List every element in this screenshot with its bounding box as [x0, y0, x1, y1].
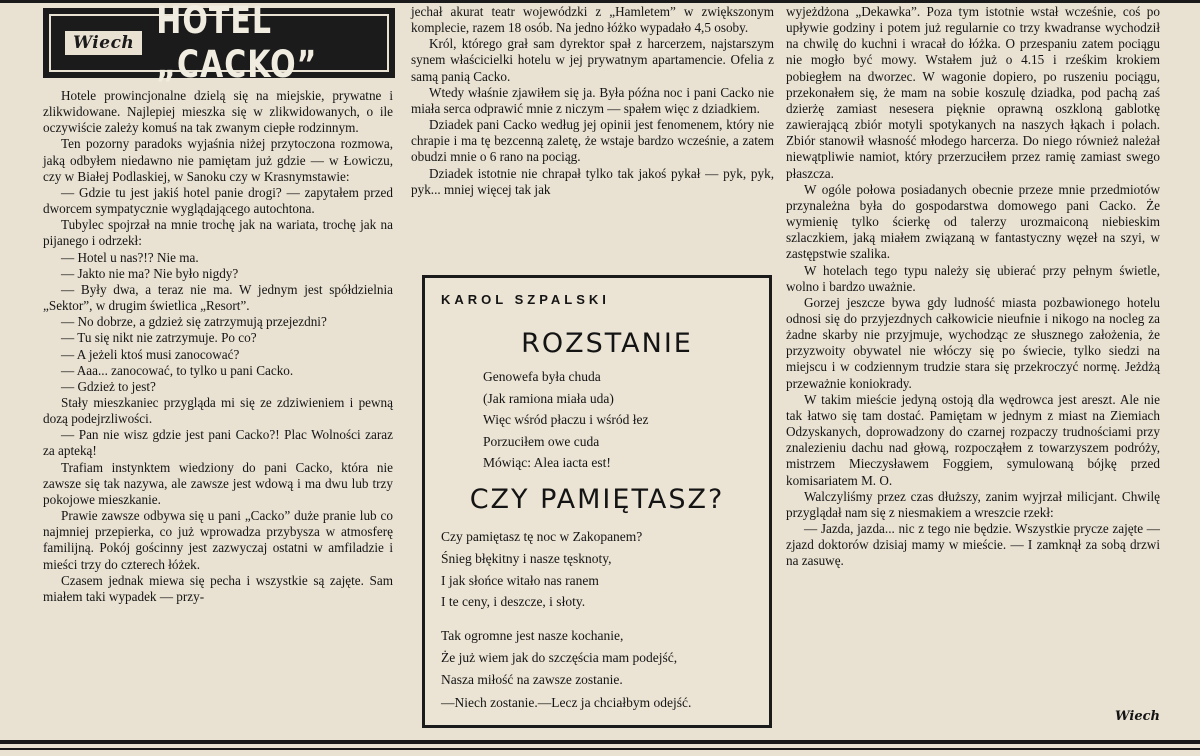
poem-author: KAROL SZPALSKI: [441, 292, 610, 307]
paragraph: Ten pozorny paradoks wyjaśnia niżej przytoczona rozmowa, jaką odbyłem niedawno nie pamiętam już gdzie — w Łowiczu, czy w Białej Podlaskiej, w Sanoku czy w Krasnymstawie:: [43, 136, 393, 184]
paragraph: — Aaa... zanocować, to tylko u pani Cacko.: [61, 362, 294, 378]
poem-line: Że już wiem jak do szczęścia mam podejść,: [441, 650, 678, 666]
poem-line: (Jak ramiona miała uda): [483, 390, 614, 406]
poem-stanza: [441, 526, 642, 613]
poem-box: [422, 275, 772, 728]
poem-line: Śnieg błękitny i nasze tęsknoty,: [441, 550, 612, 566]
paragraph: — Jazda, jazda... nic z tego nie będzie. Wszystkie prycze zajęte — zjazd doktorów dzisiaj mamy w mieście. — I zamknął za sobą drzwi na zasuwę.: [786, 521, 1160, 569]
poem-title-rozstanie: ROZSTANIE: [521, 328, 693, 359]
poem-line: Tak ogromne jest nasze kochanie,: [441, 628, 624, 643]
poem-line: —Niech zostanie.—Lecz ja chciałbym odejść.: [441, 694, 692, 710]
paragraph: Hotele prowincjonalne dzielą się na miejskie, prywatne i zlikwidowane. Najlepiej mieszka się w zlikwidowanych, o ile oczywiście zależy komuś na tak zwanym ciepłe rodzinnym.: [43, 88, 393, 136]
paragraph: Gorzej jeszcze bywa gdy ludność miasta pozbawionego hotelu odnosi się do przyjezdnych całkowicie nieufnie i nikogo na nocleg za żadne skarby nie przyjmuje, wychodząc ze słusznego założenia, że przyzwoity obywatel nie włóczy się po świecie, tylko siedzi na miejscu i w codziennym trudzie stara się przekroczyć normę. Jeżdżą przeważnie koniokrady.: [786, 294, 1160, 391]
paragraph: — Jakto nie ma? Nie było nigdy?: [61, 265, 239, 281]
paragraph: — Gdzież to jest?: [61, 378, 156, 394]
poem-line: Genowefa była chuda: [483, 369, 601, 384]
paragraph: — Gdzie tu jest jakiś hotel panie drogi? — zapytałem przed dworcem sympatycznie wyglądającego autochtona.: [43, 184, 393, 217]
column-1: [43, 88, 393, 605]
poem-stanza: [441, 625, 691, 714]
poem-line: Nasza miłość na zawsze zostanie.: [441, 672, 623, 688]
paragraph: — Pan nie wisz gdzie jest pani Cacko?! Plac Wolności zaraz za apteką!: [43, 427, 393, 459]
author-signature: Wiech: [1115, 709, 1160, 724]
paragraph: Wtedy właśnie zjawiłem się ja. Była późna noc i pani Cacko nie miała serca odprawić mnie z niczym — spałem więc z dziadkiem.: [411, 84, 774, 116]
author-badge: Wiech: [65, 31, 142, 55]
paragraph: Prawie zawsze odbywa się u pani „Cacko” duże pranie lub co najmniej przepierka, co już wprowadza przybysza w atmosferę familijną. Pokój gościnny jest zazwyczaj ostatni w amfiladzie i mieści trzy do czterech łóżek.: [43, 508, 393, 572]
paragraph: — Były dwa, a teraz nie ma. W jednym jest spółdzielnia „Sektor”, w drugim świetlica „Resort”.: [43, 281, 393, 314]
bottom-rule: [0, 740, 1200, 744]
poem-line: Mówiąc: Alea iacta est!: [483, 455, 611, 471]
poem-line: I jak słońce witało nas ranem: [441, 572, 599, 588]
paragraph: jechał akurat teatr wojewódzki z „Hamletem” w zwiększonym komplecie, razem 18 osób. Na jedno łóżko wypadało 4,5 osoby.: [411, 4, 774, 36]
bottom-rule-thin: [0, 748, 1200, 750]
poem-line: Porzuciłem owe cuda: [483, 433, 600, 449]
column-2: [411, 4, 774, 198]
header-frame: [49, 0, 389, 87]
paragraph: wyjeżdżona „Dekawka”. Poza tym istotnie wstał wcześnie, coś po upływie godziny i potem już regularnie co trzy kwadranse wychodził na chwilę do kuchni i wracał do łóżka. O przespaniu zatem pociągu nie mogło być mowy. Wstałem już o 4.15 i rześkim krokiem pobiegłem na dworzec. W wagonie dopiero, po ruszeniu pociągu, przekonałem się, że mam na sobie koszulę dziadka, pod pachą zaś dzierżę zamiast nesesera pięknie oprawną oszkloną gablotkę zawierającą zbiór motyli spotykanych na naszych łąkach i polach. Zbiór stanowił własność młodego harcerza. Do niego również należał niewątpliwie namiot, który przerzuciłem przez ramię zamiast swego płaszcza.: [786, 4, 1160, 181]
paragraph: Tubylec spojrzał na mnie trochę jak na wariata, trochę jak na pijanego i odrzekł:: [43, 217, 393, 249]
paragraph: — Hotel u nas?!? Nie ma.: [61, 249, 199, 265]
paragraph: Walczyliśmy przez czas dłuższy, zanim wyjrzał milicjant. Chwilę przyglądał nam się z niesmakiem a wreszcie rzekł:: [786, 488, 1160, 520]
paragraph: — Tu się nikt nie zatrzymuje. Po co?: [61, 330, 257, 346]
paragraph: — A jeżeli ktoś musi zanocować?: [61, 346, 240, 362]
paragraph: Dziadek pani Cacko według jej opinii jest fenomenem, który nie chrapie i ma tę bezcenną zaletę, że wstaje bardzo wcześnie, a zatem obudzi mnie o 6 rano na pociąg.: [411, 117, 774, 165]
paragraph: Stały mieszkaniec przygląda mi się ze zdziwieniem i pewną dozą podejrzliwości.: [43, 394, 393, 427]
poem-stanza: [483, 366, 649, 474]
paragraph: Król, którego grał sam dyrektor spał z harcerzem, najstarszym synem właścicielki hotelu w jej prywatnym apartamencie. Ofelia z samą panią Cacko.: [411, 36, 774, 84]
paragraph: Trafiam instynktem wiedziony do pani Cacko, która nie zawsze się tak nazywa, ale zawsze jest wdową i ma dwu lub trzy pokojowe mieszkanie.: [43, 459, 393, 507]
paragraph: Czasem jednak miewa się pecha i wszystkie są zajęte. Sam miałem taki wypadek — przy-: [43, 572, 393, 604]
poem-line: I te ceny, i deszcze, i słoty.: [441, 594, 586, 610]
poem-line: Więc wśród płaczu i wśród łez: [483, 412, 649, 428]
paragraph: Dziadek istotnie nie chrapał tylko tak jakoś pykał — pyk, pyk, pyk... mniej więcej tak jak: [411, 165, 774, 197]
column-3: [786, 4, 1160, 569]
poem-title-czy-pamietasz: CZY PAMIĘTASZ?: [469, 484, 725, 515]
article-header: [43, 0, 395, 87]
paragraph: W takim mieście jedyną ostoją dla wędrowca jest areszt. Ale nie tak łatwo się tam dostać. Pamiętam w jednym z miast na Ziemiach Odzyskanych, doprowadzony do czarnej rozpaczy trudnościami przy znalezieniu dachu nad głową, rozpocząłem z towarzyszem podróży, mistrzem Mieczysławem Foggiem, symulowaną bójkę przed komisariatem M. O.: [786, 391, 1160, 488]
paragraph: W ogóle połowa posiadanych obecnie przeze mnie przedmiotów przynależna była do gospodarstwa domowego pani Cacko. Że wymienię tylko ścierkę od talerzy urozmaiconą niebieskim szlaczkiem, jaką miałem związaną w fantastyczny węzeł na szyi, w zastępstwie szalika.: [786, 181, 1160, 262]
paragraph: — No dobrze, a gdzież się zatrzymują przejezdni?: [61, 314, 327, 330]
article-title: HOTEL „CACKO”: [156, 0, 318, 87]
paragraph: W hotelach tego typu należy się ubierać przy pełnym świetle, wolno i bardzo uważnie.: [786, 262, 1160, 294]
poem-line: Czy pamiętasz tę noc w Zakopanem?: [441, 529, 643, 544]
